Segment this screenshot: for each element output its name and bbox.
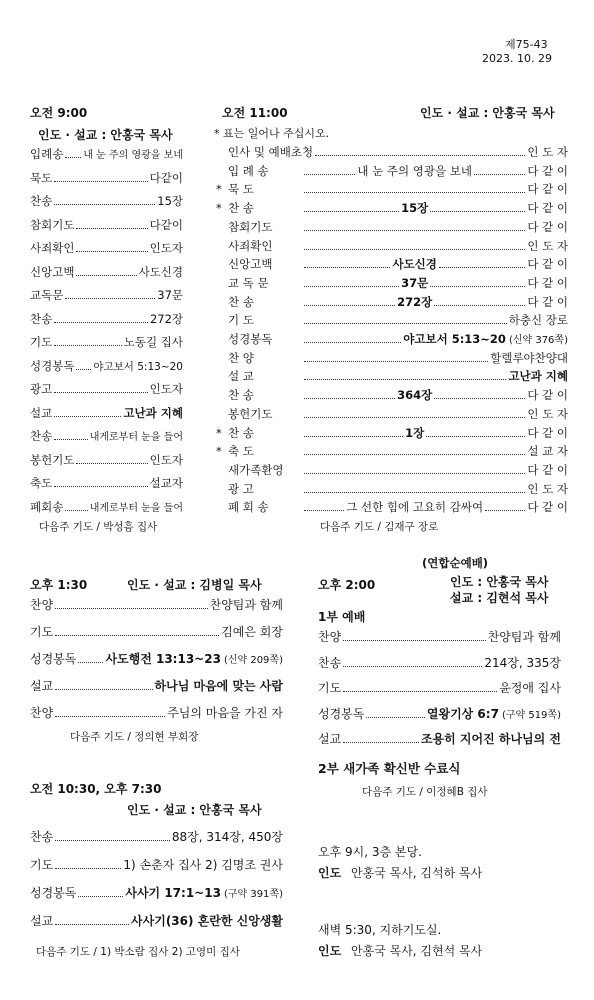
dot-leader <box>343 691 497 692</box>
s11-item-detail: 1장 <box>405 425 425 440</box>
s1030-item-value-note: (구약 391쪽) <box>223 889 283 900</box>
dot-leader <box>304 398 395 399</box>
s130-item-label: 찬양 <box>30 706 54 720</box>
dot-leader <box>54 322 148 323</box>
s11-order-item <box>216 407 568 422</box>
s130-item-value-note: (신약 209쪽) <box>223 655 283 666</box>
s200-time: 오후 2:00 <box>318 578 376 592</box>
s130-item-value: 하나님 마음에 맞는 사람 <box>154 679 283 693</box>
s200-item-label: 찬송 <box>318 655 342 670</box>
s9-order-item <box>30 194 183 209</box>
dot-leader <box>304 192 525 193</box>
dot-leader <box>304 436 403 437</box>
dot-leader <box>76 369 91 370</box>
s9-item-label: 봉헌기도 <box>30 452 75 467</box>
s1030-item-label: 설교 <box>30 914 54 928</box>
dot-leader <box>54 439 87 440</box>
s11-next-prayer: 다음주 기도 / 김재구 장로 <box>320 521 439 533</box>
s11-stand-mark: * <box>216 425 222 440</box>
s1030-item-label: 찬송 <box>30 830 54 844</box>
s130-leader: 인도 · 설교 : 김병일 목사 <box>127 578 262 592</box>
s200-next-prayer: 다음주 기도 / 이정혜B 집사 <box>362 786 488 798</box>
s9-order-item <box>30 406 183 421</box>
s11-item-label: 폐 회 송 <box>228 500 269 515</box>
s9-item-value: 고난과 지혜 <box>123 405 183 420</box>
s11-item-label: 찬 송 <box>228 201 254 216</box>
s130-order-item <box>30 679 283 694</box>
dot-leader <box>55 635 219 636</box>
dot-leader <box>304 510 344 511</box>
s130-order-item <box>30 706 283 721</box>
s130-item-value: 사도행전 13:13~23 <box>105 652 221 666</box>
s11-order-item <box>216 351 568 366</box>
s9-item-value: 37문 <box>157 288 183 302</box>
s11-order-item <box>216 369 568 384</box>
dot-leader <box>304 417 525 418</box>
dot-leader <box>343 666 482 667</box>
s11-item-value: 할렐루야찬양대 <box>490 350 568 365</box>
s11-item-label: 찬 송 <box>228 388 254 403</box>
s1030-item-label: 성경봉독 <box>30 886 77 900</box>
s11-order-item <box>216 444 568 459</box>
dot-leader <box>426 436 525 437</box>
s200-item-value-note: (구약 519쪽) <box>501 709 561 721</box>
s9-item-value: 인도자 <box>149 241 183 255</box>
dot-leader <box>485 510 525 511</box>
s130-item-label: 찬양 <box>30 598 54 612</box>
s11-item-value: 다 같 이 <box>527 388 569 403</box>
s1030-next-prayer: 다음주 기도 / 1) 박소람 집사 2) 고영미 집사 <box>36 946 240 958</box>
s11-order-item <box>216 164 568 179</box>
s9-order-item <box>30 147 183 163</box>
dot-leader <box>430 211 525 212</box>
s9-item-label: 설교 <box>30 405 53 420</box>
dot-leader <box>304 323 507 324</box>
s11-item-value: 인 도 자 <box>527 481 568 496</box>
s9-item-label: 묵도 <box>30 170 53 185</box>
s9-item-value: 야고보서 5:13~20 <box>93 360 183 373</box>
s9-order-item <box>30 241 183 256</box>
s9-order-item <box>30 288 183 303</box>
s1030-item-value: 88장, 314장, 450장 <box>171 830 283 844</box>
s1030-item-value: 사사기(36) 혼란한 신앙생활 <box>131 914 283 928</box>
s200-order-item <box>318 681 561 696</box>
s9-time: 오전 9:00 <box>30 106 88 120</box>
s900-label: 인도 <box>318 866 342 880</box>
s11-item-value: 다 같 이 <box>527 219 568 234</box>
s900-leaders: 안홍국 목사, 김석하 목사 <box>351 866 483 880</box>
s11-item-label: 찬 양 <box>228 350 254 365</box>
dot-leader <box>76 251 147 252</box>
dot-leader <box>55 689 152 690</box>
dot-leader <box>304 454 525 455</box>
s9-order-item <box>30 382 183 397</box>
s200-tag: (연합순예배) <box>422 556 489 570</box>
s11-item-value: 다 같 이 <box>527 201 569 216</box>
s11-item-label: 교 독 문 <box>228 275 269 290</box>
s11-item-value: 다 같 이 <box>527 462 568 477</box>
s200-order-item <box>318 707 561 723</box>
s200-order-item <box>318 630 561 645</box>
dot-leader <box>55 716 165 717</box>
s11-standing-note: * 표는 일어나 주십시오. <box>214 127 330 140</box>
s200-item-label: 찬양 <box>318 630 342 644</box>
s11-item-label: 축 도 <box>228 444 254 459</box>
s11-item-value: 인 도 자 <box>527 238 568 253</box>
s9-order-item <box>30 335 183 350</box>
s9-item-value: 노동길 집사 <box>123 335 183 349</box>
s130-next-prayer: 다음주 기도 / 정의현 부회장 <box>70 731 199 743</box>
dot-leader <box>304 211 399 212</box>
dot-leader <box>54 392 147 393</box>
s9-order-item <box>30 476 183 491</box>
dot-leader <box>343 640 485 641</box>
s11-order-item <box>216 182 568 197</box>
dot-leader <box>54 486 147 487</box>
s130-item-label: 성경봉독 <box>30 652 77 666</box>
s1030-leader: 인도 · 설교 : 안홍국 목사 <box>127 803 262 817</box>
s9-leader: 인도 · 설교 : 안홍국 목사 <box>38 128 173 142</box>
s9-item-label: 축도 <box>30 476 53 490</box>
s11-item-detail: 15장 <box>401 201 429 216</box>
s200-order-item <box>318 656 561 671</box>
s11-item-detail: 내 눈 주의 영광을 보네 <box>357 163 472 178</box>
s9-item-label: 찬송 <box>30 194 53 208</box>
s11-item-value: 다 같 이 <box>527 257 569 272</box>
issue-number: 제75-43 <box>505 38 548 51</box>
s11-item-value: 하충신 장로 <box>508 313 568 328</box>
s11-leader: 인도 · 설교 : 안홍국 목사 <box>420 106 555 120</box>
dot-leader <box>304 473 525 474</box>
s11-item-value: 다 같 이 <box>527 500 568 515</box>
s200-part2: 2부 새가족 확신반 수료식 <box>318 761 461 776</box>
s11-item-label: 설 교 <box>228 369 254 384</box>
s11-item-detail: 사도신경 <box>392 257 437 272</box>
s9-order-item <box>30 265 183 280</box>
s9-item-label: 찬송 <box>30 429 53 443</box>
dot-leader <box>65 298 155 299</box>
dot-leader <box>304 267 390 268</box>
s11-order-item <box>216 463 568 478</box>
s130-order-item <box>30 625 283 640</box>
s11-item-value: 다 같 이 <box>527 163 568 178</box>
s9-item-label: 참회기도 <box>30 217 75 232</box>
s130-item-value: 찬양팀과 함께 <box>209 598 283 612</box>
dot-leader <box>304 492 525 493</box>
s11-item-detail: 364장 <box>397 388 433 403</box>
s130-item-value: 주님의 마음을 가진 자 <box>167 706 283 720</box>
s11-item-label: 광 고 <box>228 481 254 496</box>
dot-leader <box>55 608 207 609</box>
s9-item-value: 인도자 <box>149 382 183 396</box>
s11-item-detail: 37문 <box>401 275 429 290</box>
s11-item-detail: 그 선한 힘에 고요히 감싸여 <box>346 500 484 515</box>
s200-leader: 인도 : 안홍국 목사 <box>450 575 549 589</box>
dot-leader <box>76 275 136 276</box>
s9-item-value: 다같이 <box>149 170 183 185</box>
s11-order-item <box>216 500 568 515</box>
s11-item-label: 새가족환영 <box>228 462 284 477</box>
dot-leader <box>54 416 121 417</box>
s130-item-label: 설교 <box>30 679 54 693</box>
s11-item-label: 묵 도 <box>228 182 254 197</box>
s1030-order-item <box>30 858 283 873</box>
s9-item-label: 성경봉독 <box>30 358 75 373</box>
s9-order-item <box>30 218 183 233</box>
s1030-time: 오전 10:30, 오후 7:30 <box>30 782 162 796</box>
s11-item-label: 입 례 송 <box>228 163 269 178</box>
s11-item-detail: 야고보서 5:13~20 <box>403 332 506 346</box>
s11-order-item <box>216 145 568 160</box>
dot-leader <box>434 398 525 399</box>
s9-item-value: 다같이 <box>149 217 183 232</box>
dot-leader <box>55 924 129 925</box>
s130-time: 오후 1:30 <box>30 578 88 592</box>
s9-order-item <box>30 500 183 516</box>
s530-label: 인도 <box>318 944 342 958</box>
bulletin-date: 2023. 10. 29 <box>482 52 552 65</box>
s11-item-value: 다 같 이 <box>527 182 568 197</box>
s11-stand-mark: * <box>216 201 222 216</box>
s11-item-label: 기 도 <box>228 313 254 328</box>
s530-leaders: 안홍국 목사, 김현석 목사 <box>351 944 483 958</box>
s130-item-label: 기도 <box>30 625 54 639</box>
dot-leader <box>304 305 395 306</box>
dot-leader <box>78 896 123 897</box>
dot-leader <box>304 342 401 343</box>
dot-leader <box>366 717 425 718</box>
s9-order-item <box>30 312 183 327</box>
dot-leader <box>78 662 103 663</box>
s11-item-value: 다 같 이 <box>527 275 569 290</box>
s11-order-item <box>216 220 568 235</box>
dot-leader <box>430 286 525 287</box>
s11-item-label: 찬 송 <box>228 294 254 309</box>
s9-item-value: 15장 <box>157 194 183 208</box>
s11-item-detail: 272장 <box>397 294 433 309</box>
s11-item-label: 인사 및 예배초청 <box>228 145 314 159</box>
s11-order-item <box>216 257 568 272</box>
s11-item-label: 찬 송 <box>228 425 254 440</box>
s9-item-value: 인도자 <box>149 452 183 467</box>
s130-item-value: 김예은 회장 <box>221 625 283 639</box>
dot-leader <box>54 345 122 346</box>
s11-item-label: 사죄확인 <box>228 238 273 253</box>
s1030-order-item <box>30 914 283 929</box>
s9-order-item <box>30 429 183 445</box>
s11-order-item <box>216 295 568 310</box>
dot-leader <box>54 181 147 182</box>
s11-item-value: 인 도 자 <box>527 145 568 159</box>
s9-order-item <box>30 453 183 468</box>
s9-item-value: 내 눈 주의 영광을 보네 <box>83 150 183 161</box>
s11-item-value: 설 교 자 <box>527 444 568 459</box>
s11-order-item <box>216 426 568 441</box>
dot-leader <box>434 305 525 306</box>
s9-item-label: 찬송 <box>30 311 53 326</box>
dot-leader <box>304 286 399 287</box>
s11-item-detail-note: (신약 376쪽) <box>508 335 568 346</box>
s11-item-label: 성경봉독 <box>228 332 273 346</box>
dot-leader <box>304 174 355 175</box>
s9-item-value: 272장 <box>149 311 183 326</box>
s1030-item-label: 기도 <box>30 858 54 872</box>
s1030-item-value: 사사기 17:1~13 <box>125 886 221 900</box>
s9-order-item <box>30 171 183 186</box>
s11-order-item <box>216 388 568 403</box>
s9-order-item <box>30 359 183 375</box>
s200-item-label: 기도 <box>318 681 342 695</box>
s11-item-label: 봉헌기도 <box>228 406 273 421</box>
s11-time: 오전 11:00 <box>222 106 288 120</box>
s200-preacher: 설교 : 김현석 목사 <box>450 591 549 605</box>
s11-order-item <box>216 313 568 328</box>
s200-item-value: 찬양팀과 함께 <box>487 630 561 644</box>
s1030-order-item <box>30 886 283 902</box>
s9-item-value: 설교자 <box>149 476 183 490</box>
s130-order-item <box>30 598 283 613</box>
s900-leaders-line <box>318 864 482 881</box>
s9-item-label: 입례송 <box>30 147 64 161</box>
s11-item-value: 인 도 자 <box>527 406 568 421</box>
s11-item-value: 고난과 지혜 <box>508 369 568 384</box>
s530-place: 새벽 5:30, 지하기도실. <box>318 923 442 937</box>
s11-item-label: 신앙고백 <box>228 257 273 272</box>
s9-item-value: 사도신경 <box>138 264 183 279</box>
dot-leader <box>343 742 419 743</box>
s1030-order-item <box>30 830 283 845</box>
s200-item-value: 214장, 335장 <box>484 655 561 670</box>
s9-next-prayer: 다음주 기도 / 박성흠 집사 <box>39 521 158 533</box>
s9-item-label: 사죄확인 <box>30 241 75 255</box>
s530-leaders-line <box>318 942 482 959</box>
dot-leader <box>304 361 488 362</box>
s9-item-label: 기도 <box>30 335 53 349</box>
s1030-item-value: 1) 손춘자 집사 2) 김명조 권사 <box>123 858 283 872</box>
dot-leader <box>54 204 155 205</box>
dot-leader <box>65 510 87 511</box>
s9-item-value: 내게로부터 눈을 들어 <box>89 432 183 443</box>
s200-item-label: 설교 <box>318 732 342 746</box>
dot-leader <box>315 155 525 156</box>
dot-leader <box>76 228 147 229</box>
s9-item-value: 내게로부터 눈을 들어 <box>89 502 183 514</box>
s9-item-label: 폐회송 <box>30 499 64 514</box>
s11-stand-mark: * <box>216 444 222 459</box>
s11-item-value: 다 같 이 <box>527 425 569 440</box>
s200-part1: 1부 예배 <box>318 610 366 624</box>
dot-leader <box>55 840 170 841</box>
s11-item-label: 참회기도 <box>228 219 273 234</box>
s11-order-item <box>216 482 568 497</box>
dot-leader <box>55 868 121 869</box>
s200-item-value: 조용히 지어진 하나님의 전 <box>420 732 561 746</box>
s900-place: 오후 9시, 3층 본당. <box>318 845 422 859</box>
s11-order-item <box>216 201 568 216</box>
s11-order-item <box>216 276 568 291</box>
s200-item-value: 윤정애 집사 <box>499 681 561 695</box>
s9-item-label: 신앙고백 <box>30 264 75 279</box>
s9-item-label: 광고 <box>30 382 53 396</box>
s11-order-item <box>216 332 568 348</box>
s11-stand-mark: * <box>216 182 222 197</box>
s200-order-item <box>318 732 561 747</box>
dot-leader <box>76 463 147 464</box>
dot-leader <box>65 157 81 158</box>
s200-item-label: 성경봉독 <box>318 706 365 721</box>
s11-order-item <box>216 239 568 254</box>
s200-item-value: 열왕기상 6:7 <box>426 706 499 721</box>
s130-order-item <box>30 652 283 668</box>
dot-leader <box>304 249 525 250</box>
dot-leader <box>304 379 506 380</box>
s9-item-label: 교독문 <box>30 288 64 302</box>
dot-leader <box>439 267 525 268</box>
s11-item-value: 다 같 이 <box>527 294 569 309</box>
dot-leader <box>304 230 525 231</box>
dot-leader <box>474 174 525 175</box>
